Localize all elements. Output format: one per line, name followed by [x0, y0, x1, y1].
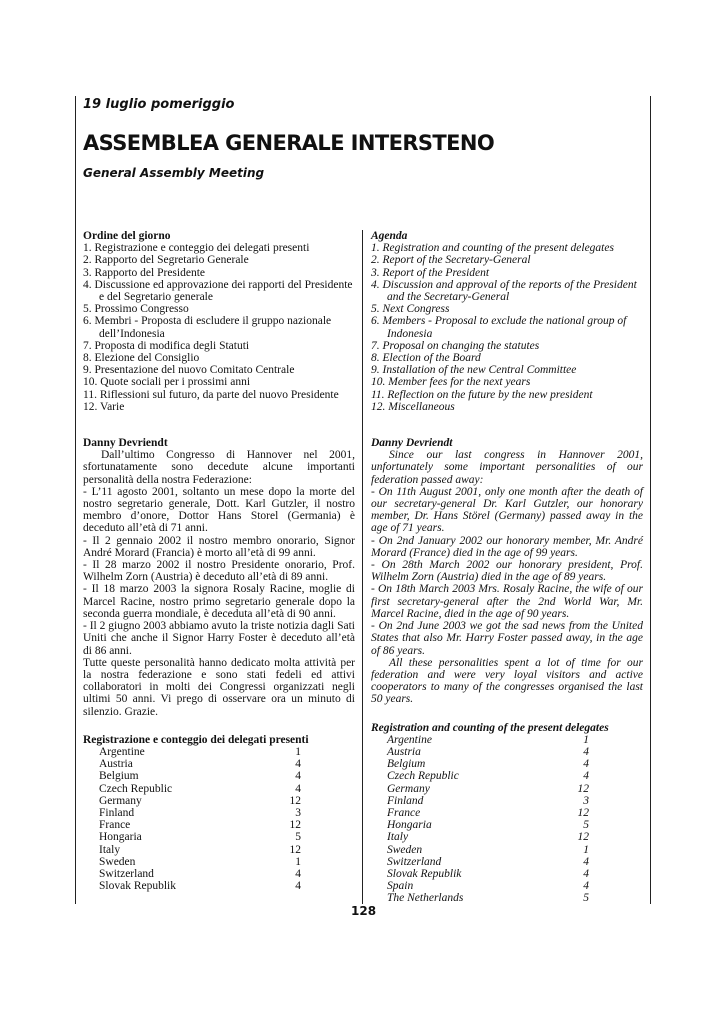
agenda-item: 4. Discussion and approval of the reports of the President and the Secretary-General: [371, 278, 637, 304]
agenda-item: 3. Rapporto del Presidente: [83, 266, 206, 279]
paragraph: Tutte queste personalità hanno dedicato molta attività per la nostra federazione e sono stati fedeli ed attivi collaboratori in molti dei Congressi organizzati negli ultimi 50 anni. Vi prego di osservare ora un minuto di silenzio. Grazie.: [83, 656, 355, 718]
count-cell: 4: [295, 758, 301, 771]
country-cell: The Netherlands: [387, 892, 464, 905]
count-cell: 4: [295, 770, 301, 783]
agenda-item: 7. Proposta di modifica degli Statuti: [83, 339, 250, 352]
count-cell: 4: [583, 855, 589, 868]
paragraph: - Il 18 marzo 2003 la signora Rosaly Racine, moglie di Marcel Racine, nostro primo segretario generale dopo la seconda guerra mondiale, è deceduta all’età di 90 anni.: [83, 583, 355, 620]
agenda-item: 3. Report of the President: [371, 266, 490, 279]
count-cell: 3: [583, 794, 589, 807]
country-cell: Belgium: [99, 770, 139, 783]
agenda-list-en: [371, 242, 643, 413]
country-cell: France: [99, 819, 131, 832]
country-cell: Finland: [387, 794, 424, 807]
speaker-name-it: Danny Devriendt: [83, 437, 168, 450]
count-cell: 5: [583, 819, 589, 832]
table-row: [387, 831, 589, 843]
table-row: [387, 880, 589, 892]
agenda-item: 6. Membri - Proposta di escludere il gruppo nazionale dell’Indonesia: [83, 315, 332, 340]
country-cell: Sweden: [99, 855, 136, 868]
count-cell: 4: [295, 782, 301, 795]
paragraph: - Il 2 giugno 2003 abbiamo avuto la triste notizia dagli Sati Uniti che anche il Signor Harry Foster è deceduto all’età di 86 anni.: [83, 620, 355, 657]
table-row: [387, 868, 589, 880]
table-row: [387, 856, 589, 868]
table-row: [387, 770, 589, 782]
agenda-item: 5. Prossimo Congresso: [83, 303, 189, 316]
count-cell: 1: [583, 843, 589, 856]
table-row: [99, 880, 301, 892]
count-cell: 4: [295, 880, 301, 893]
paragraph: Dall’ultimo Congresso di Hannover nel 2001, sfortunatamente sono decedute alcune importanti personalità della nostra Federazione:: [83, 449, 355, 486]
paragraph: All these personalities spent a lot of time for our federation and were very loyal visitors and active cooperators to many of the congresses organised the last 50 years.: [371, 656, 643, 706]
agenda-item: 6. Members - Proposal to exclude the national group of Indonesia: [371, 315, 627, 340]
table-row: [99, 868, 301, 880]
table-row: [99, 844, 301, 856]
country-cell: Austria: [99, 758, 133, 771]
count-cell: 12: [577, 831, 589, 844]
table-row: [387, 795, 589, 807]
agenda-item: 1. Registration and counting of the present delegates: [371, 242, 614, 255]
column-divider-center: [362, 230, 363, 904]
count-cell: 3: [295, 806, 301, 819]
paragraph: - On 28th March 2002 our honorary president, Prof. Wilhelm Zorn (Austria) died in the age of 89 years.: [371, 559, 643, 584]
count-cell: 12: [289, 819, 301, 832]
agenda-item: 8. Elezione del Consiglio: [83, 352, 200, 365]
country-cell: Switzerland: [99, 867, 154, 880]
agenda-title-it: Ordine del giorno: [83, 230, 171, 242]
country-cell: Italy: [387, 831, 409, 844]
table-row: [99, 770, 301, 782]
country-cell: Germany: [99, 794, 142, 807]
count-cell: 12: [577, 782, 589, 795]
count-cell: 12: [577, 806, 589, 819]
table-row: [99, 819, 301, 831]
agenda-item: 11. Reflection on the future by the new president: [371, 388, 593, 401]
agenda-item: 9. Presentazione del nuovo Comitato Centrale: [83, 364, 295, 377]
page-title: ASSEMBLEA GENERALE INTERSTENO: [83, 131, 495, 155]
column-divider-left: [75, 96, 76, 904]
country-cell: Hongaria: [99, 831, 142, 844]
count-cell: 5: [295, 831, 301, 844]
count-title-it: Registrazione e conteggio dei delegati presenti: [83, 733, 309, 746]
agenda-item: 2. Report of the Secretary-General: [371, 254, 531, 267]
table-row: [387, 819, 589, 831]
table-row: [99, 856, 301, 868]
table-row: [387, 758, 589, 770]
country-cell: Argentine: [99, 745, 145, 758]
table-row: [99, 758, 301, 770]
table-row: [99, 746, 301, 758]
page-number: 128: [351, 904, 377, 918]
agenda-item: 8. Election of the Board: [371, 352, 481, 365]
count-cell: 5: [583, 892, 589, 905]
agenda-item: 11. Riflessioni sul futuro, da parte del nuovo Presidente: [83, 388, 339, 401]
agenda-item: 1. Registrazione e conteggio dei delegati presenti: [83, 242, 310, 255]
country-cell: Finland: [99, 806, 135, 819]
session-date: 19 luglio pomeriggio: [83, 97, 235, 112]
country-cell: Switzerland: [387, 855, 442, 868]
paragraph: - Il 28 marzo 2002 il nostro Presidente onorario, Prof. Wilhelm Zorn (Austria) è deceduto all’età di 89 anni.: [83, 559, 355, 584]
agenda-item: 10. Member fees for the next years: [371, 376, 531, 389]
table-row: [99, 783, 301, 795]
paragraph: Since our last congress in Hannover 2001, unfortunately some important personalities of our federation passed away:: [371, 449, 643, 486]
delegate-count-table-en: [387, 734, 589, 905]
count-cell: 1: [583, 733, 589, 746]
country-cell: Belgium: [387, 758, 426, 771]
table-row: [387, 844, 589, 856]
table-row: [387, 746, 589, 758]
table-row: [99, 807, 301, 819]
paragraph: - On 11th August 2001, only one month after the death of our secretary-general Dr. Karl Gutzler, our honorary member, Dr. Hans Störel (Germany) passed away in the age of 71 years.: [371, 485, 643, 535]
page-subtitle: General Assembly Meeting: [83, 166, 265, 180]
country-cell: Austria: [387, 745, 421, 758]
table-row: [387, 783, 589, 795]
table-row: [99, 795, 301, 807]
english-column: [371, 230, 643, 905]
table-row: [387, 734, 589, 746]
country-cell: Spain: [387, 880, 414, 893]
italian-column: [83, 230, 355, 892]
agenda-item: 7. Proposal on changing the statutes: [371, 339, 540, 352]
paragraph: - On 2nd June 2003 we got the sad news from the United States that also Mr. Harry Foster passed away, in the age of 86 years.: [371, 620, 643, 657]
country-cell: Slovak Republik: [99, 880, 176, 893]
delegate-count-table-it: [99, 746, 301, 892]
count-cell: 1: [295, 745, 301, 758]
paragraph: - L’11 agosto 2001, soltanto un mese dopo la morte del nostro segretario generale, Dott. Karl Gutzler, il nostro membro d’onore, Dottor Hans Storel (Germania) è deceduto all’età di 71 anni.: [83, 485, 355, 535]
count-cell: 4: [583, 880, 589, 893]
country-cell: Sweden: [387, 843, 423, 856]
count-title-en: Registration and counting of the present delegates: [371, 721, 609, 734]
agenda-item: 12. Varie: [83, 400, 125, 413]
country-cell: Czech Republic: [387, 770, 459, 783]
speaker-name-en: Danny Devriendt: [371, 437, 453, 450]
paragraph: - On 2nd January 2002 our honorary member, Mr. André Morard (France) died in the age of 99 years.: [371, 534, 643, 559]
country-cell: Argentine: [387, 733, 432, 746]
country-cell: Slovak Republik: [387, 867, 462, 880]
table-row: [387, 807, 589, 819]
agenda-item: 2. Rapporto del Segretario Generale: [83, 254, 249, 267]
count-cell: 4: [583, 770, 589, 783]
count-cell: 4: [583, 867, 589, 880]
country-cell: France: [387, 806, 421, 819]
agenda-item: 5. Next Congress: [371, 303, 450, 316]
country-cell: Germany: [387, 782, 430, 795]
agenda-item: 9. Installation of the new Central Committee: [371, 364, 577, 377]
agenda-list-it: [83, 242, 355, 413]
agenda-title-en: Agenda: [371, 230, 408, 242]
paragraph: - On 18th March 2003 Mrs. Rosaly Racine, the wife of our first secretary-general after the 2nd World War, Mr. Marcel Racine, died in the age of 90 years.: [371, 583, 643, 620]
table-row: [387, 892, 589, 904]
count-cell: 4: [583, 758, 589, 771]
paragraph: - Il 2 gennaio 2002 il nostro membro onorario, Signor André Morard (Francia) è morto all’età di 99 anni.: [83, 534, 355, 559]
table-row: [99, 831, 301, 843]
agenda-item: 4. Discussione ed approvazione dei rapporti del Presidente e del Segretario generale: [83, 278, 353, 304]
count-cell: 4: [583, 745, 589, 758]
country-cell: Hongaria: [387, 819, 432, 832]
column-divider-right: [650, 96, 651, 904]
country-cell: Italy: [99, 843, 121, 856]
agenda-item: 10. Quote sociali per i prossimi anni: [83, 376, 251, 389]
count-cell: 4: [295, 867, 301, 880]
count-cell: 12: [289, 843, 301, 856]
agenda-item: 12. Miscellaneous: [371, 400, 455, 413]
count-cell: 12: [289, 794, 301, 807]
count-cell: 1: [295, 855, 301, 868]
country-cell: Czech Republic: [99, 782, 173, 795]
